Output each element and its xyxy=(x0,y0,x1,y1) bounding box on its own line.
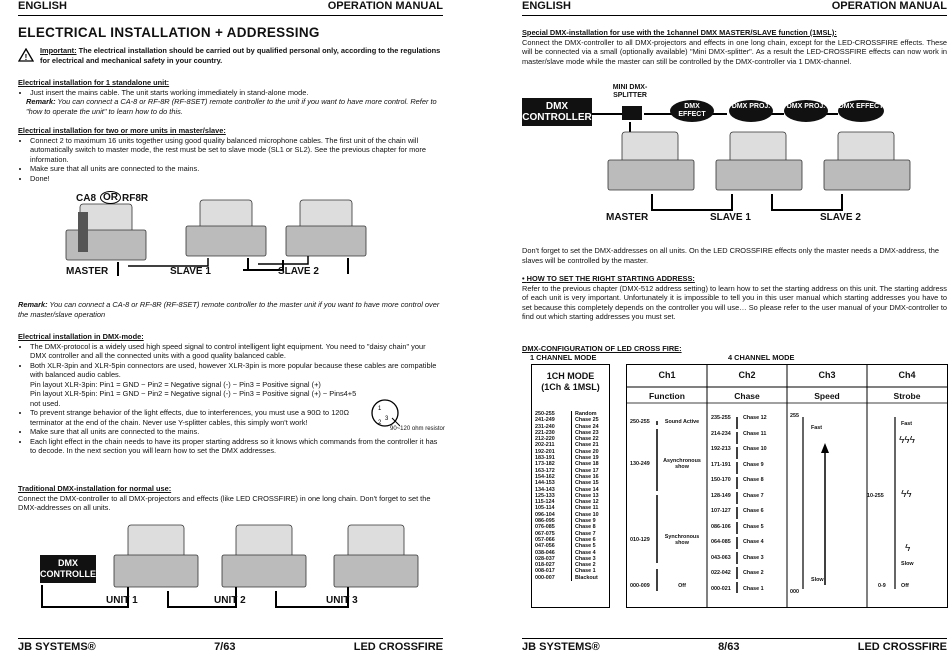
dmx-function: Chase 7 xyxy=(571,531,596,537)
page-number: 8/63 xyxy=(718,641,740,653)
ch2-range: 214-234 xyxy=(711,430,731,437)
ch2-chase: Chase 2 xyxy=(743,570,764,576)
ch2-range: 086-106 xyxy=(711,523,731,530)
ch2-range: 128-149 xyxy=(711,492,731,499)
dmx-function: Chase 22 xyxy=(571,436,599,442)
dmx-function: Chase 24 xyxy=(571,424,599,430)
ch2-chase: Chase 10 xyxy=(743,446,767,452)
section-traditional-dmx: Traditional DMX-installation for normal use: Connect the DMX-controller to all DMX-projectors and effects (like LED CROSSFIRE) in one long chain. Don't forget to set the DMX-addresses on all units. xyxy=(18,484,431,512)
master-label: MASTER xyxy=(66,266,109,277)
dmx-proj-oval-1: DMX PROJ. xyxy=(729,100,773,122)
dmx-function: Chase 3 xyxy=(571,556,596,562)
dmx-controller-box: DMX CONTROLLER xyxy=(522,98,592,126)
ch1-function: Asynchronous show xyxy=(663,458,701,471)
page-header xyxy=(18,0,443,16)
page-title: ELECTRICAL INSTALLATION + ADDRESSING xyxy=(18,25,320,40)
dmx-range: 125-133 xyxy=(535,492,555,499)
1ch-rows xyxy=(535,411,607,581)
section-dmx-mode: Electrical installation in DMX-mode: • The DMX-protocol is a widely used high speed signal to control intelligent light equipment. You need to "daisy chain" your DMX controller and all the connected units with a good quality balanced cable. • Both XLR-3pin and XLR-5pin connectors are used, however XLR-3pin is more popular because these cables are compatible with balanced audio cables. Pin layout XLR-3pin: Pin1 = GND ~ Pin2 = Negative signal (-) ~ Pin3 = Positive signal (+) Pin layout XLR-5pin: Pin1 = GND ~ Pin2 = Negative signal (-) ~ Pin3 = Positive signal (+) ~ Pins4+5 not used. • To prevent strange behavior of the light effects, due to interferences, you must use a 90Ω to 120Ω terminator at the end of the chain. Never use Y-splitter cables, this simply won't work! • Make sure that all units are connected to the mains. • Each light effect in the chain needs to have its proper starting address so it knows which commands from the controller it has to decode. In the next section you will learn how to set the DMX addresses. xyxy=(18,332,443,456)
dmx-proj-oval-2: DMX PROJ. xyxy=(784,100,828,122)
slave2-label: SLAVE 2 xyxy=(820,212,861,223)
footer-brand: JB SYSTEMS® xyxy=(18,641,96,653)
page-header xyxy=(522,0,947,16)
channel-subheader: Function xyxy=(649,391,685,401)
dmx-function: Chase 5 xyxy=(571,543,596,549)
ch2-chase: Chase 8 xyxy=(743,477,764,483)
ch1-function: Sound Active xyxy=(664,419,700,425)
xlr-connector-icon xyxy=(370,398,400,428)
dmx-range: 000-007 xyxy=(535,574,555,581)
dmx-effect-oval-1: DMX EFFECT xyxy=(670,100,714,122)
ch1-range: 250-255 xyxy=(630,419,650,425)
ch2-chase: Chase 5 xyxy=(743,523,764,530)
ch2-chase: Chase 4 xyxy=(743,539,764,545)
ch2-range: 107-127 xyxy=(711,508,731,514)
dmx-function: Chase 14 xyxy=(571,487,599,493)
dmx-function: Chase 25 xyxy=(571,417,599,423)
dmx-range: 154-162 xyxy=(535,473,555,480)
dmx-function: Chase 19 xyxy=(571,455,599,461)
right-page xyxy=(522,0,947,654)
dmx-function: Chase 17 xyxy=(571,468,599,474)
dmx-range: 192-201 xyxy=(535,448,555,455)
dmx-function: Chase 8 xyxy=(571,524,596,530)
ch1-function: Synchronous show xyxy=(664,534,700,547)
ch2-range: 150-170 xyxy=(711,477,731,483)
channel-header: Ch3 xyxy=(818,370,836,380)
svg-text:2: 2 xyxy=(378,420,382,426)
dmx-range: 057-066 xyxy=(535,536,555,543)
dmx-range: 038-046 xyxy=(535,549,555,556)
ch3-fast: Fast xyxy=(811,425,823,431)
channel-subheader: Speed xyxy=(814,391,840,401)
section-standalone: Electrical installation for 1 standalone unit: • Just insert the mains cable. The unit starts working immediately in stand-alone mode. Remark: You can connect a CA-8 or RF-8R (RF-8SET) remote controller to the unit if you want to have more control. Refer to "how to operate the unit" to learn how to do this. xyxy=(18,78,443,116)
ca8-label: CA8 xyxy=(76,193,97,204)
dmx-range: 221-230 xyxy=(535,429,555,436)
4ch-mode-table xyxy=(626,364,948,608)
page-number: 7/63 xyxy=(214,641,236,653)
ch3-bottom: 000 xyxy=(790,589,799,595)
dmx-function: Chase 21 xyxy=(571,442,599,448)
ch2-range: 064-085 xyxy=(711,539,731,545)
svg-text:1: 1 xyxy=(378,406,382,412)
section-1msl: Special DMX-installation for use with the 1channel DMX MASTER/SLAVE function (1MSL): Connect the DMX-controller to all DMX-projectors and effects in one long chain, except for the LED-CROSSFIRE effects. These will be connected via a small (optionally available) "Mini DMX-splitter". As a result the LED-CROSSFIRE effects can now work in master/slave mode while the master can still be controlled by the DMX-controller via 1 DMX-channel. xyxy=(522,28,947,66)
table-row xyxy=(535,575,607,581)
dmx-function: Random xyxy=(571,411,597,417)
dmx-range: 202-211 xyxy=(535,442,555,449)
section-starting-address: • HOW TO SET THE RIGHT STARTING ADDRESS: Refer to the previous chapter (DMX-512 address setting) to learn how to set the starting address on this unit. The starting address of each unit is very important. Unfortunately it is impossible to tell you in this user manual which starting addresses you have to set because this completely depends on the controller you will use… So please refer to the user manual of your DMX-controller to find out which starting addresses you must set. xyxy=(522,274,947,321)
dmx-range: 163-172 xyxy=(535,467,555,474)
dmx-range: 008-017 xyxy=(535,568,555,575)
ch1-range: 010-129 xyxy=(630,537,650,543)
ch4-slow: Slow xyxy=(901,561,914,567)
or-label: OR xyxy=(100,191,121,204)
channel-header: Ch4 xyxy=(898,370,916,380)
dmx-range: 250-255 xyxy=(535,411,555,417)
channel-header: Ch2 xyxy=(738,370,756,380)
header-language: ENGLISH xyxy=(522,0,571,12)
dmx-function: Chase 15 xyxy=(571,480,599,486)
master-slave-remark: Remark: You can connect a CA-8 or RF-8R (RF-8SET) remote controller to the master unit if you want to have more control over the master/slave operation xyxy=(18,300,440,319)
dmx-function: Chase 9 xyxy=(571,518,596,524)
dmx-range: 241-249 xyxy=(535,417,555,424)
ch3-top: 255 xyxy=(790,413,799,419)
channel-subheader: Strobe xyxy=(893,391,921,401)
unit1-label: UNIT 1 xyxy=(106,595,138,606)
dmx-function: Chase 20 xyxy=(571,449,599,455)
ch2-chase: Chase 9 xyxy=(743,461,764,468)
dmx-function: Chase 18 xyxy=(571,461,599,467)
important-note: Important: The electrical installation should be carried out by qualified personal only, according to the regulations for electrical and mechanical safety in your country. xyxy=(40,46,441,65)
ch2-range: 171-191 xyxy=(711,461,731,468)
unit2-label: UNIT 2 xyxy=(214,595,246,606)
dmx-chain-diagram xyxy=(18,515,443,635)
footer-product: LED CROSSFIRE xyxy=(353,641,443,653)
1ch-mode-table xyxy=(531,364,610,608)
dmx-range: 231-240 xyxy=(535,423,555,430)
master-slave-diagram xyxy=(18,190,443,282)
ch4-off: Off xyxy=(901,583,909,589)
lightning-icon: ϟ xyxy=(905,543,911,554)
mini-splitter-label: MINI DMX-SPLITTER xyxy=(612,84,648,99)
dmx-range: 018-027 xyxy=(535,562,555,569)
footer-product: LED CROSSFIRE xyxy=(857,641,947,653)
rf8r-label: RF8R xyxy=(122,193,149,204)
slave2-label: SLAVE 2 xyxy=(278,266,319,277)
ch2-range: 235-255 xyxy=(711,415,731,421)
header-manual: OPERATION MANUAL xyxy=(327,0,443,12)
dmx-range: 028-037 xyxy=(535,555,555,562)
left-page xyxy=(18,0,443,654)
1ch-mode-title: 1CH MODE (1Ch & 1MSL) xyxy=(541,371,600,392)
dmx-range: 047-056 xyxy=(535,543,555,550)
dmx-effect-oval-2: DMX EFFECT xyxy=(838,100,884,122)
dmx-function: Blackout xyxy=(571,575,598,581)
slave1-label: SLAVE 1 xyxy=(170,266,211,277)
ch2-range: 043-063 xyxy=(711,554,731,561)
ch1-range: 000-009 xyxy=(630,583,650,589)
ch2-chase: Chase 11 xyxy=(743,430,767,437)
ch4-off-range: 0-9 xyxy=(878,583,886,589)
dmx-range: 183-191 xyxy=(535,455,555,462)
svg-text:!: ! xyxy=(24,53,28,62)
dmx-range: 076-085 xyxy=(535,524,555,531)
ch2-range: 192-213 xyxy=(711,446,731,452)
channel-subheader: Chase xyxy=(734,391,760,401)
ch1-range: 130-249 xyxy=(630,461,650,467)
lightning-icon: ϟϟ xyxy=(901,489,912,500)
dmx-range: 096-104 xyxy=(535,511,555,518)
section-dmx-config: DMX-CONFIGURATION OF LED CROSS FIRE: xyxy=(522,344,682,353)
svg-text:3: 3 xyxy=(385,416,389,422)
ch1-function: Off xyxy=(678,583,686,589)
dmx-function: Chase 12 xyxy=(571,499,599,505)
dmx-function: Chase 13 xyxy=(571,493,599,499)
page-footer xyxy=(18,638,443,655)
section-master-slave: Electrical installation for two or more units in master/slave: • Connect 2 to maximum 16 units together using good quality balanced microphone cables. The first unit of the chain will automatically switch to master mode, the rest must be set to slave mode (SL1 or SL2). See the previous chapter for more information. • Make sure that all units are connected to the mains. • Done! xyxy=(18,126,443,183)
1msl-diagram xyxy=(522,84,947,234)
dmx-function: Chase 4 xyxy=(571,550,596,556)
dmx-range: 067-075 xyxy=(535,530,555,537)
slave1-label: SLAVE 1 xyxy=(710,212,751,223)
resistor-label: 90~120 ohm resistor xyxy=(390,426,445,432)
lightning-icon: ϟϟϟ xyxy=(899,435,915,446)
dmx-range: 115-124 xyxy=(535,499,555,506)
ch2-chase: Chase 3 xyxy=(743,554,764,561)
dmx-range: 105-114 xyxy=(535,505,555,512)
dmx-controller-box: DMX CONTROLLER xyxy=(40,555,96,583)
header-language: ENGLISH xyxy=(18,0,67,12)
dmx-function: Chase 2 xyxy=(571,562,596,568)
ch4-fast: Fast xyxy=(901,421,913,427)
ch2-chase: Chase 6 xyxy=(743,508,764,514)
ch3-slow: Slow xyxy=(811,577,824,583)
channel-header: Ch1 xyxy=(658,370,676,380)
warning-icon xyxy=(18,48,34,62)
dmx-function: Chase 16 xyxy=(571,474,599,480)
mode1-label: 1 CHANNEL MODE xyxy=(530,353,597,362)
dmx-range: 212-220 xyxy=(535,436,555,443)
page-footer xyxy=(522,638,947,655)
dmx-range: 134-143 xyxy=(535,486,555,493)
ch4-range: 10-255 xyxy=(867,493,884,499)
dmx-range: 086-095 xyxy=(535,518,555,525)
mode4-label: 4 CHANNEL MODE xyxy=(728,353,795,362)
dmx-range: 144-153 xyxy=(535,480,555,487)
dmx-function: Chase 11 xyxy=(571,505,598,511)
dmx-function: Chase 23 xyxy=(571,430,599,436)
header-manual: OPERATION MANUAL xyxy=(831,0,947,12)
unit3-label: UNIT 3 xyxy=(326,595,358,606)
dmx-function: Chase 6 xyxy=(571,537,596,543)
ch2-chase: Chase 7 xyxy=(743,492,764,499)
ch2-range: 022-042 xyxy=(711,570,731,576)
dmx-range: 173-182 xyxy=(535,461,555,468)
footer-brand: JB SYSTEMS® xyxy=(522,641,600,653)
dmx-address-note: Don't forget to set the DMX-addresses on all units. On the LED CROSSFIRE effects only the master needs a DMX-address, the slaves will be controlled by the master. xyxy=(522,246,939,265)
ch2-chase: Chase 12 xyxy=(743,415,767,421)
ch2-chase: Chase 1 xyxy=(743,585,764,592)
master-label: MASTER xyxy=(606,212,649,223)
dmx-function: Chase 1 xyxy=(571,568,596,574)
ch2-range: 000-021 xyxy=(711,585,731,592)
dmx-function: Chase 10 xyxy=(571,512,599,518)
